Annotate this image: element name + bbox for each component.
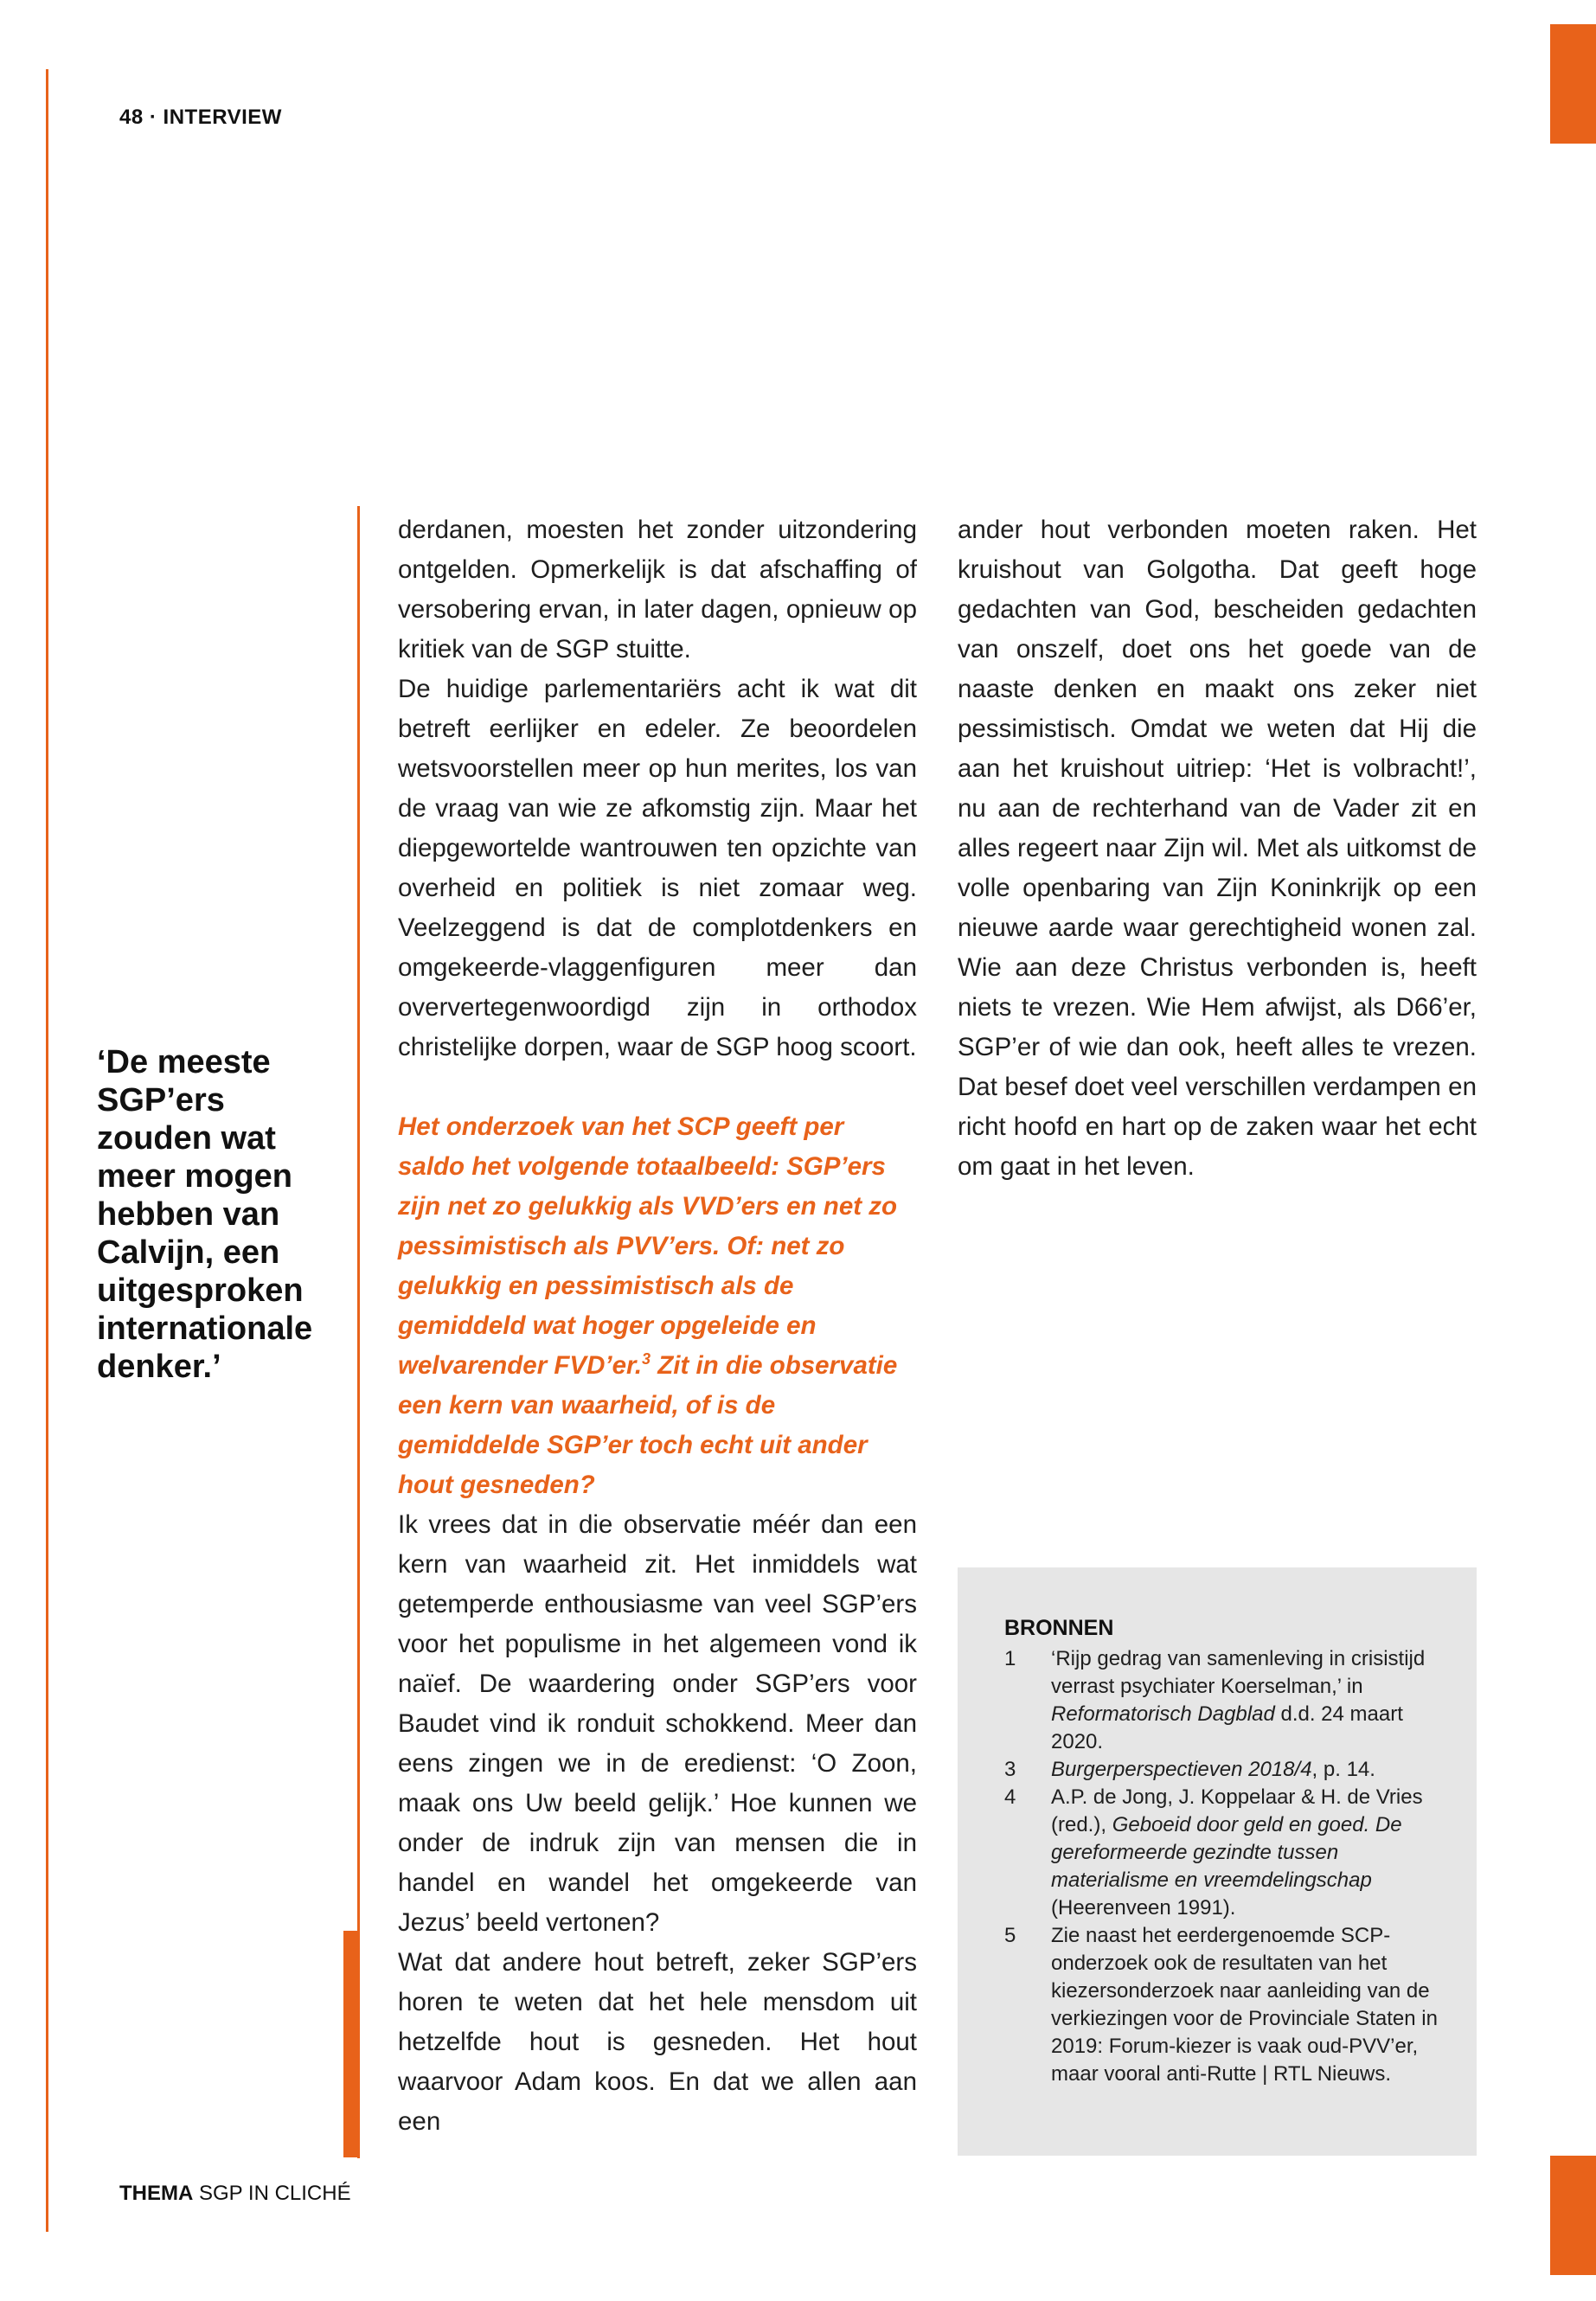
section-label: INTERVIEW — [163, 106, 282, 129]
paragraph: De huidige parlementariërs acht ik wat dit betreft eerlijker en edeler. Ze beoordelen wetsvoorstellen meer op hun merites, los van de vraag van wie ze afkomstig zijn. Maar het diepgewortelde wantrouwen ten opzichte van overheid en politiek is niet zomaar weg. Veelzeggend is dat de complotdenkers en omgekeerde-vlaggenfiguren meer dan oververtegenwoordigd zijn in orthodox christelijke dorpen, waar de SGP hoog scoort. — [398, 675, 917, 1061]
left-margin-rule — [46, 69, 48, 2232]
top-edge-tab — [1550, 24, 1596, 144]
source-text: ‘Rijp gedrag van samenleving in crisistijd verrast psychiater Koerselman,’ in Reformatorisch Dagblad d.d. 24 maart 2020. — [1051, 1647, 1426, 1753]
source-number: 3 — [1004, 1758, 1016, 1781]
footnote-ref: 3 — [642, 1350, 651, 1368]
paragraph: derdanen, moesten het zonder uitzondering ontgelden. Opmerkelijk is dat afschaffing of versobering ervan, in later dagen, opnieuw op kritiek van de SGP stuitte. — [398, 516, 917, 663]
interview-question — [398, 1107, 917, 1505]
source-number: 4 — [1004, 1785, 1016, 1809]
question-text-continued: Zit in die observatie een kern van waarheid, of is de gemiddelde SGP’er toch echt uit ander hout gesneden? — [398, 1351, 898, 1499]
source-number: 5 — [1004, 1924, 1016, 1947]
source-number: 1 — [1004, 1647, 1016, 1670]
bottom-edge-tab — [1550, 2156, 1596, 2275]
source-text: Burgerperspectieven 2018/4, p. 14. — [1051, 1758, 1375, 1781]
paragraph: Wat dat andere hout betreft, zeker SGP’ers horen te weten dat het hele mensdom uit hetzelfde hout is gesneden. Het hout waarvoor Adam koos. En dat we allen aan een — [398, 1948, 917, 2136]
source-text: Zie naast het eerdergenoemde SCP-onderzoek ook de resultaten van het kiezersonderzoek naar aanleiding van de verkiezingen voor de Provinciale Staten in 2019: Forum-kiezer is vaak oud-PVV’er, maar vooral anti-Rutte | RTL Nieuws. — [1051, 1924, 1438, 2086]
thema-label: THEMA — [119, 2182, 194, 2205]
pull-quote-rule-accent — [343, 1931, 359, 2157]
page-number: 48 — [119, 106, 144, 129]
sources-box — [958, 1567, 1477, 2156]
paragraph-gap — [398, 1067, 917, 1107]
header-separator: · — [149, 106, 157, 129]
paragraph: ander hout verbonden moeten raken. Het kruishout van Golgotha. Dat geeft hoge gedachten van God, bescheiden gedachten van onszelf, doet ons het goede van de naaste denken en maakt ons zeker niet pessimistisch. Omdat we weten dat Hij die aan het kruishout uitriep: ‘Het is volbracht!’, nu aan de rechterhand van de Vader zit en alles regeert naar Zijn wil. Met als uitkomst de volle openbaring van Zijn Koninkrijk op een nieuwe aarde waar gerechtigheid wonen zal. Wie aan deze Christus verbonden is, heeft niets te vrezen. Wie Hem afwijst, als D66’er, SGP’er of wie dan ook, heeft alles te vrezen. Dat besef doet veel verschillen verdampen en richt hoofd en hart op de zaken waar het echt om gaat in het leven. — [958, 516, 1477, 1181]
body-column-right — [958, 510, 1477, 1187]
source-text: A.P. de Jong, J. Koppelaar & H. de Vries (red.), Geboeid door geld en goed. De gereformeerde gezindte tussen materialisme en vreemdelingschap (Heerenveen 1991). — [1051, 1785, 1423, 1920]
source-item — [1004, 1645, 1445, 1756]
running-footer — [119, 2182, 351, 2206]
paragraph: Ik vrees dat in die observatie méér dan een kern van waarheid zit. Het inmiddels wat getemperde enthousiasme van veel SGP’ers voor het populisme in het algemeen vond ik naïef. De waardering onder SGP’ers voor Baudet vind ik ronduit schokkend. Meer dan eens zingen we in de eredienst: ‘O Zoon, maak ons Uw beeld gelijk.’ Hoe kunnen we onder de indruk zijn van mensen die in handel en wandel het omgekeerde van Jezus’ beeld vertonen? — [398, 1510, 917, 1937]
question-text: Het onderzoek van het SCP geeft per saldo het volgende totaalbeeld: SGP’ers zijn net zo gelukkig als VVD’ers en net zo pessimistisch als PVV’ers. Of: net zo gelukkig en pessimistisch als de gemiddeld wat hoger opgeleide en welvarender FVD’er. — [398, 1112, 898, 1380]
body-column-left — [398, 510, 917, 2142]
thema-title: SGP IN CLICHÉ — [199, 2182, 351, 2205]
sources-title: BRONNEN — [1004, 1616, 1114, 1640]
sources-list — [1004, 1645, 1445, 2088]
source-item — [1004, 1922, 1445, 2088]
source-item — [1004, 1784, 1445, 1922]
pull-quote: ‘De meeste SGP’ers zouden wat meer mogen hebben van Calvijn, een uitgesproken internationale denker.’ — [97, 1044, 313, 1385]
running-header — [119, 106, 282, 130]
pull-quote-rule — [357, 506, 360, 2158]
source-item — [1004, 1756, 1445, 1784]
